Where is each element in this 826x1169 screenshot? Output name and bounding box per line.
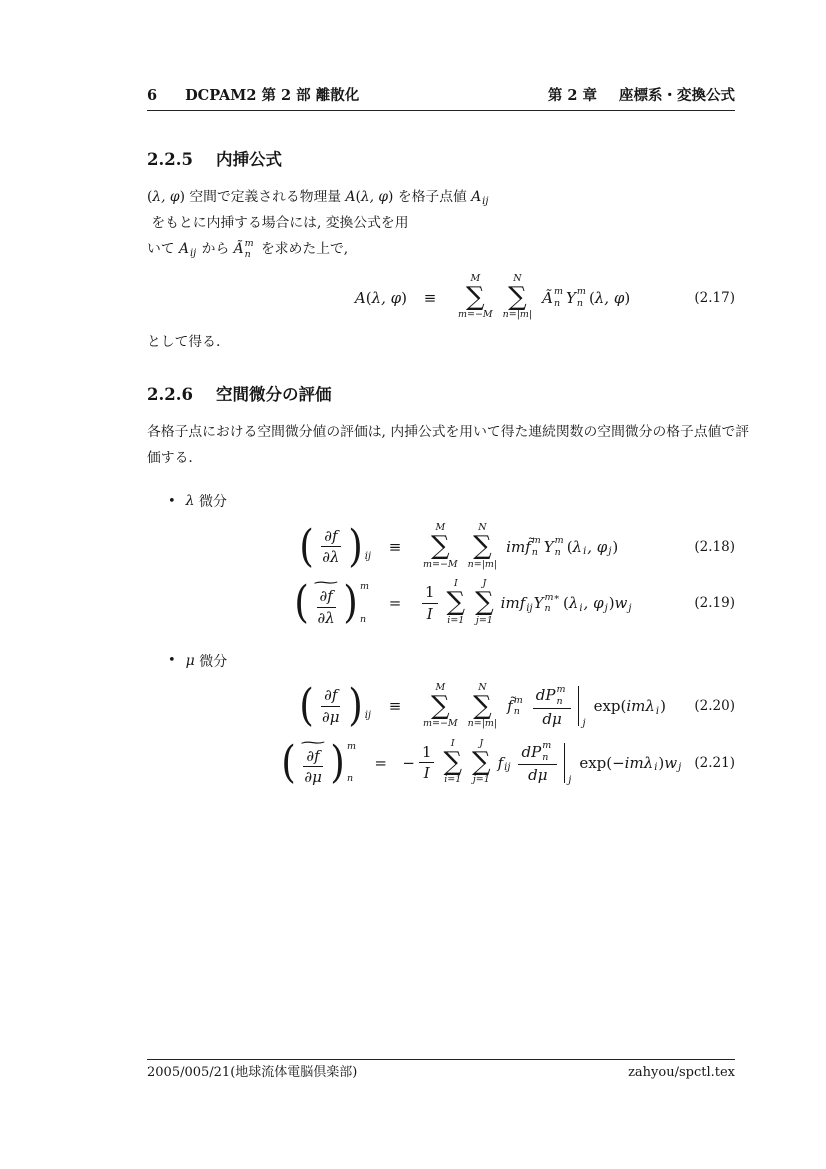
equation-rhs [402, 739, 682, 786]
equation-rhs [418, 683, 679, 730]
footer-right-text: zahyou/spctl.tex [628, 1065, 735, 1080]
equation-2-19 [147, 575, 735, 629]
equation-number: (2.20) [694, 698, 735, 715]
header-chapter: 第 2 章 [547, 87, 597, 104]
paragraph-line [147, 236, 735, 262]
bullet-label [186, 651, 228, 671]
math-expression: として得る. [147, 334, 221, 351]
math-expression: ( λ, φ ) 空間で定義される物理量 A ( λ, φ ) を格子点値 A ij をもとに内挿する場合には, 変換公式を用 [147, 189, 489, 231]
equation-lhs [147, 575, 372, 629]
paragraph-line [147, 419, 750, 445]
equation-relation: ≡ [423, 288, 437, 307]
equation-rhs [418, 523, 679, 570]
paragraph-conclusion [147, 329, 735, 355]
page-content [147, 138, 750, 788]
math-expression: ( ∂f ∂μ ) ij [299, 680, 371, 732]
footer-left-text: 2005/005/21(地球流体電脳倶楽部) [147, 1065, 358, 1080]
section-heading-2-2-6 [147, 381, 735, 405]
bullet-label [186, 491, 227, 511]
equation-number: (2.17) [694, 289, 735, 306]
section-heading-2-2-5 [147, 146, 735, 170]
equation-lhs [147, 289, 407, 307]
equation-2-18 [147, 520, 735, 572]
math-expression: λ 微分 [185, 493, 227, 511]
bullet-icon: • [168, 653, 176, 669]
derivative-list [147, 651, 735, 671]
equation-relation: ≡ [388, 697, 402, 716]
equation-rhs [453, 274, 679, 321]
math-expression: M ∑ m=−M N ∑ n=|m| f̃ m n dP m n dμ j exp( imλ i ) [423, 681, 666, 730]
paragraph-line [147, 445, 735, 471]
math-expression: 各格子点における空間微分値の評価は, 内挿公式を用いて得た連続関数の空間微分の格子点値で評 [147, 424, 750, 441]
section-number: 2.2.5 [147, 150, 193, 169]
math-expression: ( ∂f ∂λ ) ij [299, 520, 371, 572]
header-right [548, 89, 735, 104]
math-expression: ( ∼ ∂f ∂μ ) m n [281, 734, 357, 788]
header-left [147, 89, 359, 104]
page-header [147, 89, 735, 104]
math-expression: A ( λ, φ ) [354, 288, 407, 307]
equation-lhs [147, 520, 372, 572]
footer-rule [147, 1059, 735, 1060]
equation-number: (2.18) [694, 538, 735, 555]
math-expression: M ∑ m=−M N ∑ n=|m| im f̃ m n Y m n ( λ i , φ j ) [423, 522, 619, 570]
math-expression: いて A ij から Ã m n を求めた上で, [147, 237, 349, 260]
paragraph-interpolation [147, 184, 735, 262]
bullet-mu-derivative [168, 651, 735, 671]
page-footer [147, 1064, 735, 1082]
section-title: 内挿公式 [215, 150, 282, 169]
header-chapter-title: 座標系・変換公式 [619, 87, 735, 104]
header-left-title: DCPAM2 第 2 部 離散化 [185, 87, 360, 104]
equation-rhs [418, 579, 679, 626]
math-expression: ( ∼ ∂f ∂λ ) m n [294, 575, 369, 629]
math-expression: 価する. [147, 450, 193, 467]
header-rule [147, 110, 735, 111]
equation-2-21 [147, 734, 735, 788]
derivative-list [147, 491, 735, 511]
equation-relation: = [388, 594, 402, 613]
equation-relation: ≡ [388, 537, 402, 556]
section-title: 空間微分の評価 [215, 385, 332, 405]
paragraph-derivative [147, 419, 750, 471]
math-expression: M ∑ m=−M N ∑ n=|m| Ã m n Y m n ( λ, φ ) [458, 273, 631, 321]
math-expression: μ 微分 [185, 652, 228, 670]
section-number: 2.2.6 [147, 385, 193, 405]
equation-number: (2.21) [694, 754, 735, 771]
page-number: 6 [147, 87, 158, 104]
equation-lhs [147, 680, 372, 732]
math-expression: 1 I I ∑ i=1 J ∑ j=1 im f ij Y m∗ n ( λ i , φ j ) w j [418, 579, 633, 626]
equation-2-17 [147, 274, 735, 321]
equation-lhs [147, 734, 359, 788]
equation-relation: = [374, 753, 387, 772]
paragraph-line [147, 184, 735, 236]
bullet-lambda-derivative [168, 491, 735, 511]
equation-number: (2.19) [694, 595, 735, 612]
equation-2-20 [147, 680, 735, 732]
bullet-icon: • [168, 493, 176, 509]
math-expression: − $\frac{1}{I}$ I ∑ i=1 J ∑ j=1 f ij dP m n dμ j exp(− imλ i ) w j [402, 737, 682, 786]
